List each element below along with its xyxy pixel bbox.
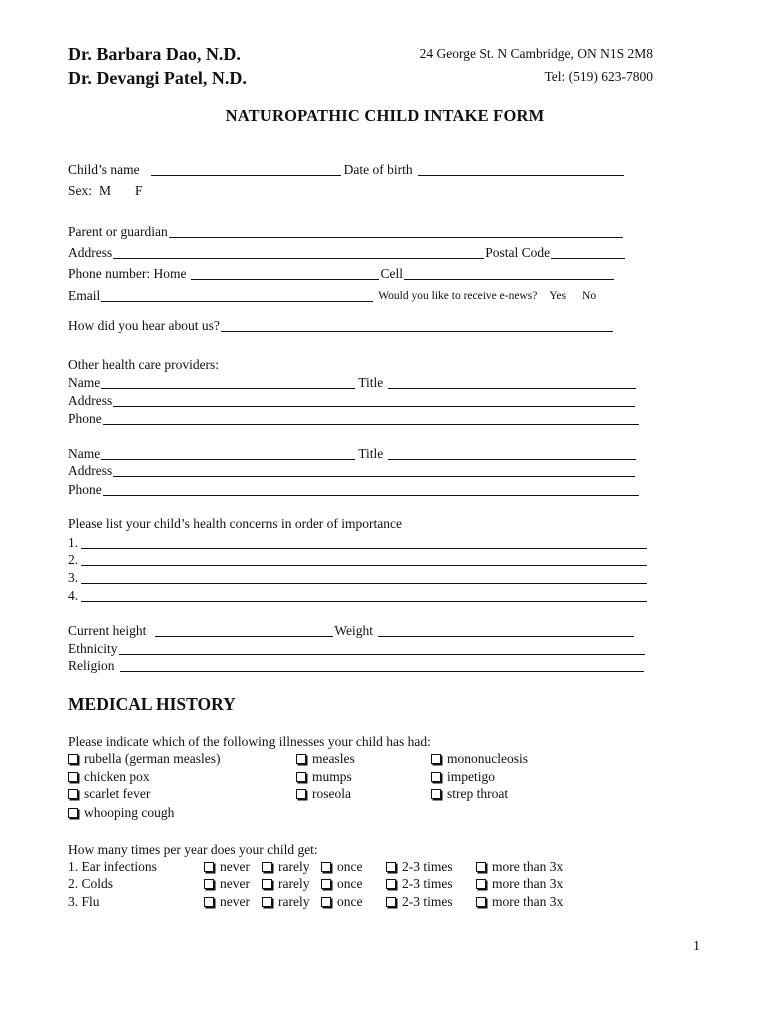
cell-label: Cell — [380, 266, 403, 281]
checkbox-icon[interactable] — [68, 754, 78, 764]
phone-row — [68, 265, 615, 283]
clinic-phone: Tel: (519) 623-7800 — [544, 69, 653, 84]
option-label: more than 3x — [492, 894, 564, 909]
option-label: 2-3 times — [402, 876, 453, 891]
freq-option-2-3-times[interactable] — [386, 876, 453, 892]
option-label: rarely — [278, 876, 310, 891]
provider1-name-label: Name — [68, 375, 101, 390]
freq-option-rarely[interactable] — [262, 876, 309, 892]
provider2-address-field[interactable] — [113, 463, 635, 477]
checkbox-icon[interactable] — [68, 808, 78, 818]
provider2-name-row — [68, 445, 637, 463]
page-number: 1 — [693, 939, 700, 954]
freq-option-rarely[interactable] — [262, 894, 309, 910]
option-label: once — [337, 876, 363, 891]
provider1-name-row — [68, 374, 637, 392]
provider2-name-field[interactable] — [101, 446, 355, 460]
provider2-title-field[interactable] — [388, 446, 636, 460]
checkbox-icon[interactable] — [431, 754, 441, 764]
sex-option-m[interactable]: M — [99, 183, 112, 198]
checkbox-icon[interactable] — [321, 897, 331, 907]
condition-ear-infections: 1. Ear infections — [68, 859, 157, 874]
illness-checkbox-chicken-pox[interactable] — [68, 769, 150, 785]
freq-option-2-3-times[interactable] — [386, 894, 453, 910]
freq-option-more-than-3x[interactable] — [476, 876, 563, 892]
illness-label: strep throat — [447, 786, 509, 801]
freq-option-once[interactable] — [321, 894, 362, 910]
checkbox-icon[interactable] — [262, 897, 272, 907]
parent-row — [68, 223, 624, 241]
provider1-phone-label: Phone — [68, 411, 102, 426]
illness-label: mononucleosis — [447, 751, 528, 766]
hear-row — [68, 317, 614, 335]
freq-option-more-than-3x[interactable] — [476, 894, 563, 910]
illness-checkbox-rubella[interactable] — [68, 751, 220, 767]
email-label: Email — [68, 288, 101, 303]
cell-field[interactable] — [404, 266, 614, 280]
option-label: once — [337, 859, 363, 874]
checkbox-icon[interactable] — [204, 879, 214, 889]
home-phone-field[interactable] — [191, 266, 379, 280]
illness-label: mumps — [312, 769, 352, 784]
concern-row — [68, 534, 648, 552]
option-label: rarely — [278, 859, 310, 874]
sex-label: Sex: — [68, 183, 93, 198]
weight-field[interactable] — [378, 623, 634, 637]
illness-label: impetigo — [447, 769, 495, 784]
provider2-phone-field[interactable] — [103, 482, 639, 496]
provider1-phone-field[interactable] — [103, 411, 639, 425]
checkbox-icon[interactable] — [386, 897, 396, 907]
religion-field[interactable] — [120, 658, 644, 672]
address-label: Address — [68, 245, 113, 260]
illness-checkbox-roseola[interactable] — [296, 786, 351, 802]
illness-checkbox-measles[interactable] — [296, 751, 355, 767]
provider2-phone-label: Phone — [68, 482, 102, 497]
parent-label: Parent or guardian — [68, 224, 168, 239]
provider1-title-field[interactable] — [388, 375, 636, 389]
concern-field-1[interactable] — [81, 535, 647, 549]
concern-field-2[interactable] — [81, 552, 647, 566]
address-row — [68, 244, 626, 262]
concern-field-3[interactable] — [81, 570, 647, 584]
provider2-phone-row — [68, 481, 640, 499]
dob-label: Date of birth — [343, 162, 413, 177]
freq-option-never[interactable] — [204, 876, 250, 892]
freq-option-once[interactable] — [321, 859, 362, 875]
freq-option-more-than-3x[interactable] — [476, 859, 563, 875]
option-label: rarely — [278, 894, 310, 909]
condition-colds: 2. Colds — [68, 876, 114, 891]
postal-label: Postal Code — [485, 245, 551, 260]
dob-field[interactable] — [418, 162, 624, 176]
checkbox-icon[interactable] — [386, 862, 396, 872]
illness-checkbox-strep-throat[interactable] — [431, 786, 508, 802]
hear-label: How did you hear about us? — [68, 318, 220, 333]
form-title: NATUROPATHIC CHILD INTAKE FORM — [225, 106, 545, 125]
checkbox-icon[interactable] — [321, 879, 331, 889]
medical-history-title: MEDICAL HISTORY — [68, 694, 236, 714]
enews-yes[interactable]: Yes — [549, 290, 567, 302]
sex-row — [68, 182, 143, 200]
concern-row — [68, 569, 648, 587]
option-label: never — [220, 876, 250, 891]
height-weight-row — [68, 622, 635, 640]
concern-number: 2. — [68, 552, 79, 567]
provider1-title-label: Title — [358, 375, 384, 390]
concern-number: 3. — [68, 570, 79, 585]
freq-option-never[interactable] — [204, 859, 250, 875]
checkbox-icon[interactable] — [262, 879, 272, 889]
sex-option-f[interactable]: F — [135, 183, 143, 198]
checkbox-icon[interactable] — [476, 879, 486, 889]
provider1-address-field[interactable] — [113, 393, 635, 407]
parent-field[interactable] — [169, 224, 623, 238]
ethnicity-row — [68, 640, 646, 658]
option-label: never — [220, 894, 250, 909]
concern-number: 1. — [68, 535, 79, 550]
illness-checkbox-whooping-cough[interactable] — [68, 805, 174, 821]
illness-prompt: Please indicate which of the following illnesses your child has had: — [68, 734, 431, 749]
checkbox-icon[interactable] — [68, 789, 78, 799]
illness-label: measles — [312, 751, 355, 766]
home-phone-label: Phone number: Home — [68, 266, 187, 281]
ethnicity-label: Ethnicity — [68, 641, 118, 656]
doctor-name-1: Dr. Barbara Dao, N.D. — [68, 44, 241, 64]
child-name-field[interactable] — [151, 162, 341, 176]
option-label: 2-3 times — [402, 894, 453, 909]
child-name-row — [68, 161, 625, 179]
enews-no[interactable]: No — [582, 290, 597, 302]
illness-label: rubella (german measles) — [84, 751, 221, 766]
condition-flu: 3. Flu — [68, 894, 100, 909]
checkbox-icon[interactable] — [476, 862, 486, 872]
concern-row — [68, 551, 648, 569]
illness-label: whooping cough — [84, 805, 175, 820]
provider1-address-label: Address — [68, 393, 113, 408]
religion-row — [68, 657, 645, 675]
illness-checkbox-scarlet-fever[interactable] — [68, 786, 150, 802]
illness-label: roseola — [312, 786, 351, 801]
providers-heading: Other health care providers: — [68, 357, 220, 372]
concern-field-4[interactable] — [81, 588, 647, 602]
freq-option-rarely[interactable] — [262, 859, 309, 875]
option-label: once — [337, 894, 363, 909]
freq-option-never[interactable] — [204, 894, 250, 910]
email-field[interactable] — [101, 288, 373, 302]
clinic-address: 24 George St. N Cambridge, ON N1S 2M8 — [419, 46, 653, 61]
height-field[interactable] — [155, 623, 333, 637]
doctor-name-2: Dr. Devangi Patel, N.D. — [68, 68, 247, 88]
checkbox-icon[interactable] — [296, 772, 306, 782]
concern-row — [68, 587, 648, 605]
enews-question: Would you like to receive e-news? — [378, 290, 538, 302]
weight-label: Weight — [334, 623, 374, 638]
illness-checkbox-mononucleosis[interactable] — [431, 751, 528, 767]
checkbox-icon[interactable] — [296, 789, 306, 799]
child-name-label: Child’s name — [68, 162, 140, 177]
address-field[interactable] — [113, 245, 484, 259]
freq-option-2-3-times[interactable] — [386, 859, 453, 875]
checkbox-icon[interactable] — [386, 879, 396, 889]
frequency-prompt: How many times per year does your child get: — [68, 842, 318, 857]
option-label: more than 3x — [492, 859, 564, 874]
checkbox-icon[interactable] — [68, 772, 78, 782]
checkbox-icon[interactable] — [262, 862, 272, 872]
provider1-address-row — [68, 392, 636, 410]
illness-checkbox-impetigo[interactable] — [431, 769, 495, 785]
illness-label: chicken pox — [84, 769, 150, 784]
illness-label: scarlet fever — [84, 786, 151, 801]
freq-option-once[interactable] — [321, 876, 362, 892]
option-label: never — [220, 859, 250, 874]
provider2-title-label: Title — [358, 446, 384, 461]
checkbox-icon[interactable] — [431, 772, 441, 782]
option-label: more than 3x — [492, 876, 564, 891]
email-row — [68, 287, 596, 305]
concern-number: 4. — [68, 588, 79, 603]
checkbox-icon[interactable] — [476, 897, 486, 907]
religion-label: Religion — [68, 658, 115, 673]
checkbox-icon[interactable] — [321, 862, 331, 872]
checkbox-icon[interactable] — [296, 754, 306, 764]
illness-checkbox-mumps[interactable] — [296, 769, 352, 785]
ethnicity-field[interactable] — [119, 641, 645, 655]
checkbox-icon[interactable] — [204, 862, 214, 872]
hear-field[interactable] — [221, 318, 613, 332]
height-label: Current height — [68, 623, 147, 638]
concerns-heading: Please list your child’s health concerns in order of importance — [68, 516, 403, 531]
checkbox-icon[interactable] — [204, 897, 214, 907]
postal-field[interactable] — [551, 245, 625, 259]
checkbox-icon[interactable] — [431, 789, 441, 799]
provider1-name-field[interactable] — [101, 375, 355, 389]
provider2-address-row — [68, 462, 636, 480]
provider2-name-label: Name — [68, 446, 101, 461]
option-label: 2-3 times — [402, 859, 453, 874]
provider2-address-label: Address — [68, 463, 113, 478]
provider1-phone-row — [68, 410, 640, 428]
